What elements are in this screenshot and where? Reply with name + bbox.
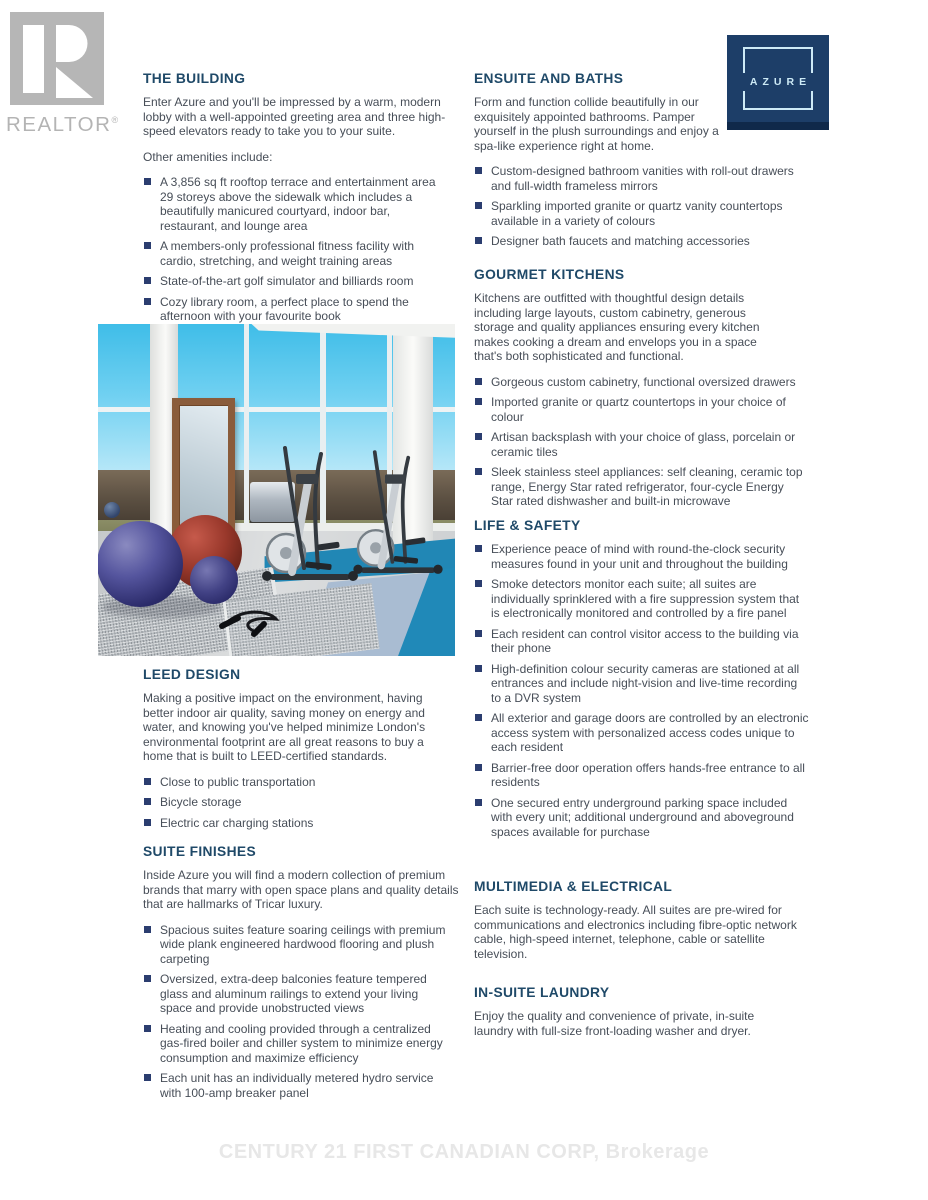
bullet-square-icon [475,202,482,209]
section-gourmet-kitchens [474,267,866,515]
bullet-item [474,577,866,621]
bullet-item [474,542,866,571]
bullet-text: State-of-the-art golf simulator and billiards room [160,274,414,288]
bullet-text: Custom-designed bathroom vanities with roll-out drawers and full-width frameless mirrors [491,164,794,193]
bullet-square-icon [144,778,151,785]
photo-elliptical-machines-icon [98,324,455,656]
bullet-square-icon [475,799,482,806]
bullet-text: All exterior and garage doors are controlled by an electronic access system with personalized access codes unique to each resident [491,711,809,754]
bullet-text: Sleek stainless steel appliances: self cleaning, ceramic top range, Energy Star rated refrigerator, four-cycle Energy Star rated dishwasher and built-in microwave [491,465,803,508]
section-ensuite-and-baths [474,71,866,255]
bullet-item [143,923,468,967]
section-heading: LIFE & SAFETY [474,518,581,533]
bullet-square-icon [144,975,151,982]
bullet-square-icon [144,242,151,249]
section-heading: ENSUITE AND BATHS [474,71,624,86]
bullet-list [474,164,866,249]
section-in-suite-laundry [474,985,866,1049]
section-heading: THE BUILDING [143,71,246,86]
bullet-square-icon [475,665,482,672]
bullet-square-icon [475,714,482,721]
bullet-item [474,199,866,228]
bullet-item [474,662,866,706]
section-intro: Enter Azure and you'll be impressed by a warm, modern lobby with a well-appointed greeting area and three high-speed elevators ready to take you to your suite. [143,95,446,138]
bullet-square-icon [144,926,151,933]
bullet-item [474,395,866,424]
bullet-item [143,175,458,233]
bullet-text: Experience peace of mind with round-the-clock security measures found in your unit and throughout the building [491,542,788,571]
bullet-text: Bicycle storage [160,795,242,809]
realtor-word: REALTOR [6,113,112,136]
bullet-text: Gorgeous custom cabinetry, functional oversized drawers [491,374,796,389]
bullet-text: Spacious suites feature soaring ceilings with premium wide plank engineered hardwood flooring and plush carpeting [160,922,446,966]
section-intro: Inside Azure you will find a modern collection of premium brands that marry with open space plans and quality details that are hallmarks of Tricar luxury. [143,868,459,911]
bullet-item [474,375,866,390]
section-intro: Kitchens are outfitted with thoughtful design details including large layouts, custom cabinetry, generous storage and quality appliances ensuring every kitchen makes cooking a dream and envelops you in a space that's both sophisticated and functional. [474,291,760,363]
bullet-text: A members-only professional fitness facility with cardio, stretching, and weight training areas [160,239,415,268]
section-intro: Form and function collide beautifully in our exquisitely appointed bathrooms. Pamper yourself in the plush surroundings and enjoy a spa-like experience right at home. [474,95,719,153]
section-intro: Making a positive impact on the environment, having better indoor air quality, saving money on energy and water, and knowing you've helped minimize London's environmental footprint are all great reasons to buy a home that is built to LEED-certified standards. [143,691,426,763]
bullet-text: Close to public transportation [160,774,316,789]
bullet-item [474,796,866,840]
bullet-square-icon [475,545,482,552]
bullet-list [474,375,866,509]
bullet-text: Artisan backsplash with your choice of glass, porcelain or ceramic tiles [491,430,796,459]
amenities-label: Other amenities include: [143,149,273,164]
bullet-item [474,627,866,656]
bullet-square-icon [475,468,482,475]
bullet-item [143,795,458,810]
bullet-square-icon [475,433,482,440]
section-multimedia-electrical [474,879,866,972]
section-life-and-safety [474,518,866,845]
bullet-item [143,775,458,790]
bullet-square-icon [144,798,151,805]
brokerage-watermark: CENTURY 21 FIRST CANADIAN CORP, Brokerage [218,1141,710,1163]
bullet-item [143,295,458,324]
bullet-square-icon [144,1025,151,1032]
bullet-item [143,816,458,831]
bullet-square-icon [144,1074,151,1081]
bullet-text: Barrier-free door operation offers hands-free entrance to all residents [491,760,805,789]
realtor-logo [6,6,130,137]
bullet-item [143,972,468,1016]
bullet-item [474,430,866,459]
section-intro: Each suite is technology-ready. All suites are pre-wired for communications and electronics including fibre-optic network cable, high-speed internet, telephone, cable or satellite television. [474,903,797,961]
fitness-room-photo [98,324,455,656]
bullet-square-icon [475,580,482,587]
section-heading: LEED DESIGN [143,667,241,682]
bullet-square-icon [144,277,151,284]
section-heading: IN-SUITE LAUNDRY [474,985,610,1000]
bullet-text: Designer bath faucets and matching accessories [491,234,750,248]
bullet-text: Oversized, extra-deep balconies feature tempered glass and aluminum railings to extend your living space and provide unobstructed views [160,972,427,1015]
bullet-text: Electric car charging stations [160,815,314,830]
section-intro: Enjoy the quality and convenience of private, in-suite laundry with full-size front-loading washer and dryer. [474,1009,755,1038]
section-leed-design [143,667,458,836]
bullet-text: Cozy library room, a perfect place to spend the afternoon with your favourite book [160,294,409,323]
bullet-square-icon [475,630,482,637]
section-heading: SUITE FINISHES [143,844,256,859]
section-the-building [143,71,458,330]
bullet-text: Sparkling imported granite or quartz vanity countertops available in a variety of colours [491,199,783,228]
bullet-text: Each resident can control visitor access to the building via their phone [491,626,799,655]
photo-jump-rope [222,612,276,634]
bullet-square-icon [144,298,151,305]
realtor-block-r-icon [6,6,106,106]
bullet-square-icon [475,167,482,174]
bullet-square-icon [475,237,482,244]
bullet-item [143,274,458,289]
bullet-square-icon [475,378,482,385]
section-suite-finishes [143,844,468,1106]
bullet-item [474,465,866,509]
bullet-item [474,164,866,193]
bullet-item [143,1071,468,1100]
registered-trademark: ® [111,115,119,126]
bullet-text: Smoke detectors monitor each suite; all suites are individually sprinklered with a fire suppression system that is electronically monitored and controlled by a fire panel [491,577,800,620]
section-heading: MULTIMEDIA & ELECTRICAL [474,879,673,894]
bullet-item [143,239,458,268]
bullet-list [474,542,866,839]
bullet-text: One secured entry underground parking space included with every unit; additional underground and aboveground spaces available for purchase [491,795,794,839]
bullet-list [143,923,468,1101]
bullet-text: A 3,856 sq ft rooftop terrace and entertainment area 29 storeys above the sidewalk which includes a beautifully manicured courtyard, indoor bar, restaurant, and lounge area [160,175,436,233]
bullet-text: Heating and cooling provided through a centralized gas-fired boiler and chiller system to minimize energy consumption and maximize efficiency [160,1021,443,1065]
bullet-square-icon [144,819,151,826]
bullet-item [143,1022,468,1066]
section-heading: GOURMET KITCHENS [474,267,625,282]
bullet-square-icon [475,764,482,771]
bullet-square-icon [475,398,482,405]
bullet-item [474,711,866,755]
azure-logo-label: AZURE [727,73,829,91]
bullet-list [143,775,458,831]
bullet-item [474,234,866,249]
bullet-text: High-definition colour security cameras are stationed at all entrances and include night-vision and live-time recording to a DVR system [491,661,800,705]
bullet-text: Imported granite or quartz countertops in your choice of colour [491,395,786,424]
bullet-item [474,761,866,790]
realtor-logo-label [6,113,130,137]
bullet-square-icon [144,178,151,185]
bullet-list [143,175,458,324]
bullet-text: Each unit has an individually metered hydro service with 100-amp breaker panel [160,1071,434,1100]
